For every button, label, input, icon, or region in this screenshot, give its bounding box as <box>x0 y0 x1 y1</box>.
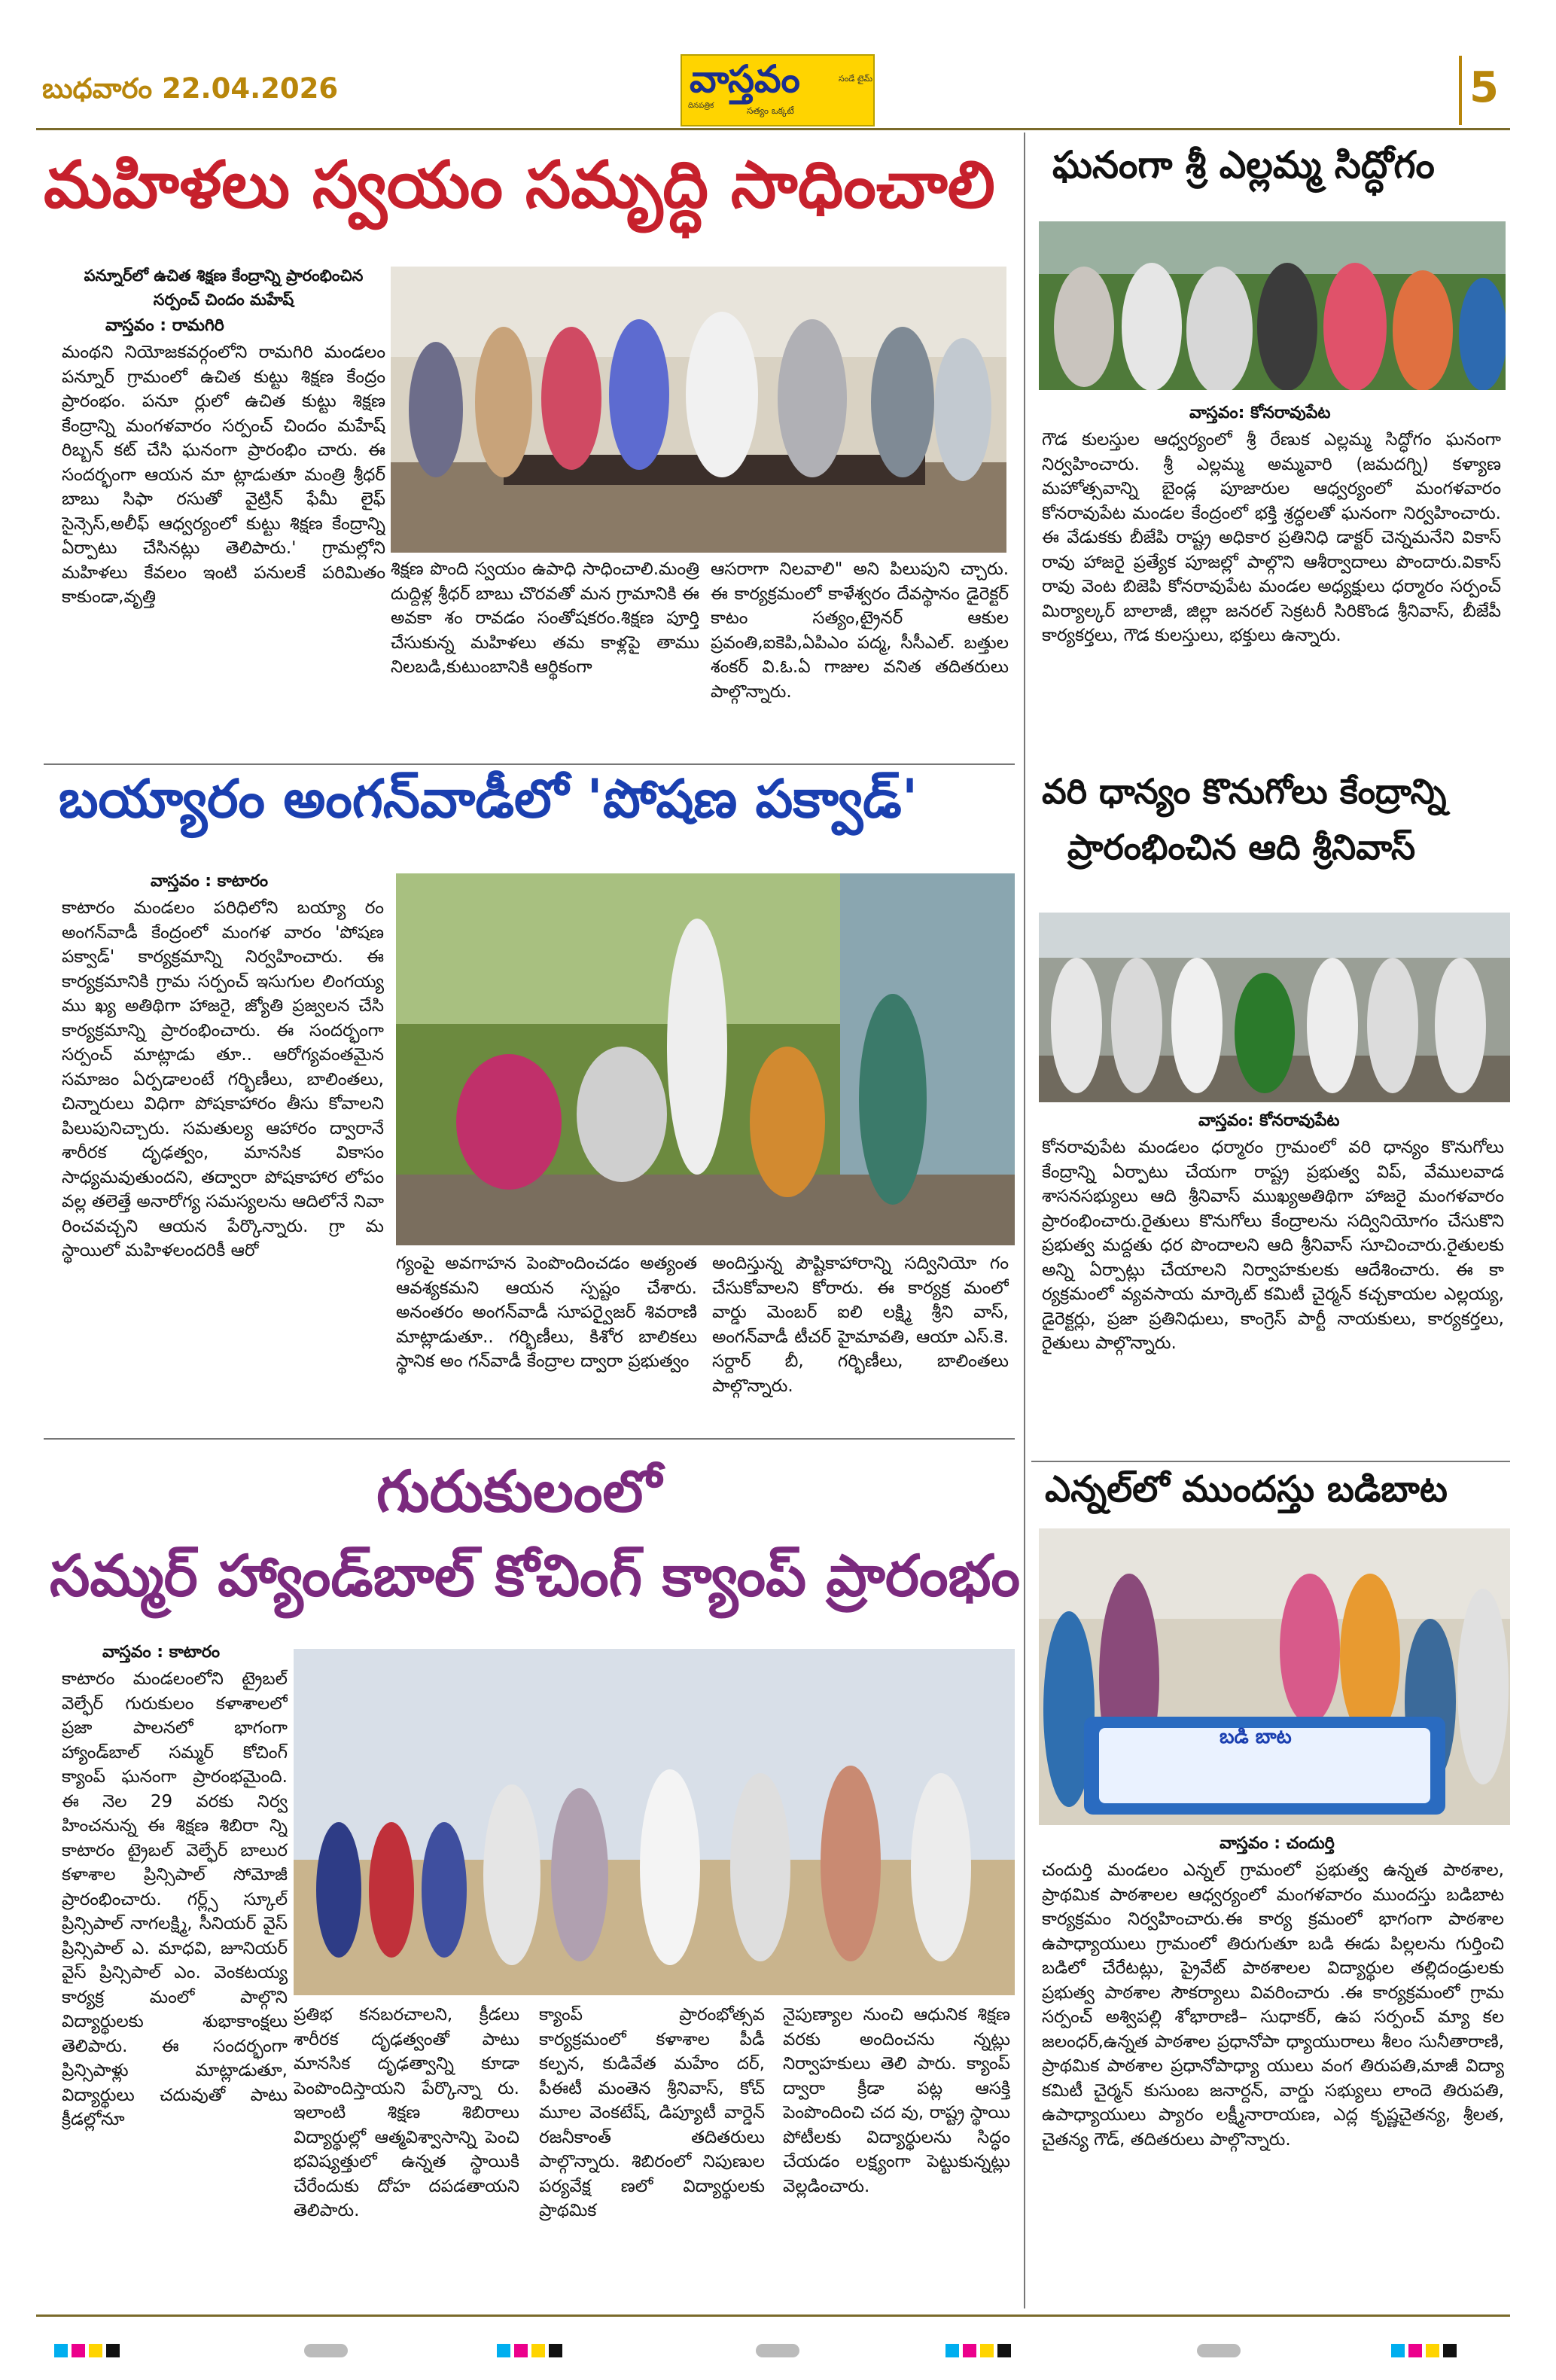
article3-col1: కాటారం మండలం పరిధిలోని బయ్యా రం అంగన్‌వాడీ కేంద్రంలో మంగళ వారం 'పోషణ పక్వాడ్' కార్యక్రమాన్ని నిర్వహించారు. ఈ కార్యక్రమానికి గ్రామ సర్పంచ్ ఇసుగుల లింగయ్య ము ఖ్య అతిథిగా హాజరై, జ్యోతి ప్రజ్వలన చేసి కార్యక్రమాన్ని ప్రారంభించారు. ఈ సందర్భంగా సర్పంచ్ మాట్లాడు తూ.. ఆరోగ్యవంతమైన సమాజం ఏర్పడాలంటే గర్భిణీలు, బాలింతలు, చిన్నారులు విధిగా పోషకాహారం తీసు కోవాలని పిలుపునిచ్చారు. సమతుల్య ఆహారం ద్వారానే శారీరక దృఢత్వం, మానసిక వికాసం సాధ్యమవుతుందని, తద్వారా పోషకాహార లోపం వల్ల తలెత్తే అనారోగ్య సమస్యలను ఆదిలోనే నివా రించవచ్చని ఆయన పేర్కొన్నారు. గ్రా మ స్థాయిలో మహిళలందరికీ ఆరో <box>62 898 384 1260</box>
article1-col3: ఆసరాగా నిలవాలి" అని పిలుపుని చ్చారు. ఈ కార్యక్రమంలో కాళేశ్వరం దేవస్థానం డైరెక్టర్ కాటం సత్యం,ట్రైనర్ ఆకుల ప్రవంతి,ఐకెపి,ఏపిఎం పద్మ, సీసీఎల్. బత్తుల శంకర్ వి.ఓ.ఏ గాజుల వనిత తదితరులు పాల్గొన్నారు. <box>711 559 1009 702</box>
article6-body: చందుర్తి మండలం ఎన్నల్ గ్రామంలో ప్రభుత్వ ఉన్నత పాఠశాల, ప్రాథమిక పాఠశాలల ఆధ్వర్యంలో మంగళవారం ముందస్తు బడిబాట కార్యక్రమం నిర్వహించారు.ఈ కార్య క్రమంలో భాగంగా పాఠశాల ఉపాధ్యాయులు గ్రామంలో తిరుగుతూ బడి ఈడు పిల్లలను గుర్తించి బడిలో చేరేటట్లు, ప్రైవేట్ పాఠశాలల విద్యార్థుల తల్లిదండ్రులకు ప్రభుత్వ పాఠశాల సౌకర్యాలు వివరించారు .ఈ కార్యక్రమంలో గ్రామ సర్పంచ్ అశ్విపల్లి శోభారాణి– సుధాకర్, ఉప సర్పంచ్ మ్యా కల జలంధర్,ఉన్నత పాఠశాల ప్రధానోపా ధ్యాయురాలు శీలం సునీతారాణి, ప్రాథమిక పాఠశాల ప్రధానోపాధ్యా యులు వంగ తిరుపతి,మాజీ విద్యా కమిటీ చైర్మన్ కుసుంబ జనార్దన్, వార్డు సభ్యులు లాందె తిరుపతి, ఉపాధ్యాయులు ప్యారం లక్ష్మీనారాయణ, ఎద్ల కృష్ణచైతన్య, శ్రీలత, చైతన్య గౌడ్, తదితరులు పాల్గొన్నారు. <box>1042 1860 1504 2150</box>
article5-photo <box>294 1649 1015 1995</box>
article6-photo <box>1039 1528 1510 1825</box>
article1-photo <box>391 267 1006 553</box>
article4-body: కోనరావుపేట మండలం ధర్మారం గ్రామంలో వరి ధాన్యం కొనుగోలు కేంద్రాన్ని ఏర్పాటు చేయగా రాష్ట్ర ప్రభుత్వ విప్, వేములవాడ శాసనసభ్యులు ఆది శ్రీనివాస్ ముఖ్యఅతిథిగా హాజరై మంగళవారం ప్రారంభించారు.రైతులు కొనుగోలు కేంద్రాలను సద్వినియోగం చేసుకొని ప్రభుత్వ మద్దతు ధర పొందాలని ఆది శ్రీనివాస్ సూచించారు.రైతులకు అన్ని ఏర్పాట్లు చేయాలని నిర్వాహకులకు ఆదేశించారు. ఈ కా ర్యక్రమంలో వ్యవసాయ మార్కెట్ కమిటీ చైర్మన్ కచ్చకాయల ఎల్లయ్య, డైరెక్టర్లు, ప్రజా ప్రతినిధులు, కాంగ్రెస్ పార్టీ నాయకులు, కార్యకర్తలు, రైతులు పాల్గొన్నారు. <box>1042 1138 1504 1353</box>
article1-col1: మంథని నియోజకవర్గంలోని రామగిరి మండలం పన్నూర్ గ్రామంలో ఉచిత కుట్టు శిక్షణ కేంద్రం ప్రారంభం. పనూ ర్లులో ఉచిత కుట్టు శిక్షణ కేంద్రాన్ని మంగళవారం సర్పంచ్ చిందం మహేష్ రిబ్బన్ కట్ చేసి ఘనంగా ప్రారంభిం చారు. ఈ సందర్భంగా ఆయన మా ట్లాడుతూ మంత్రి శ్రీధర్ బాబు సిఫా రసుతో వైట్రిన్ ఫేమీ లైఫ్ సైన్సెస్,అలీఫ్ ఆధ్వర్యంలో కుట్టు శిక్షణ కేంద్రాన్ని ఏర్పాటు చేసినట్లు తెలిపారు.' గ్రామల్లోని మహిళలు కేవలం ఇంటి పనులకే పరిమితం కాకుండా,వృత్తి <box>62 343 385 607</box>
article4-headline-line2: ప్రారంభించిన ఆది శ్రీనివాస్ <box>1067 827 1416 867</box>
article5-headline-line1: గురుకులంలో <box>376 1458 662 1525</box>
article2-headline: ఘనంగా శ్రీ ఎల్లమ్మ సిద్ధోగం <box>1052 143 1435 187</box>
article3-photo <box>396 873 1015 1245</box>
article1-col2: శిక్షణ పొంది స్వయం ఉపాధి సాధించాలి.మంత్రి దుద్దిళ్ల శ్రీధర్ బాబు చొరవతో మన గ్రామానికి ఈ అవకా శం రావడం సంతోషకరం.శిక్షణ పూర్తి చేసుకున్న మహిళలు తమ కాళ్లపై తాము నిలబడి,కుటుంబానికి ఆర్థికంగా <box>391 559 699 677</box>
masthead-rule <box>36 128 1510 130</box>
logo-left-text: దినపత్రిక <box>688 102 714 110</box>
article5-dateline: వాస్తవం : కాటారం <box>102 1643 221 1662</box>
section-rule-3 <box>1031 1461 1510 1462</box>
badibata-banner-text: బడి బాట <box>1220 1726 1292 1748</box>
registration-pill-1 <box>304 2344 348 2357</box>
article4-dateline: వాస్తవం: కోనరావుపేట <box>1198 1111 1340 1130</box>
article4-photo <box>1039 913 1510 1102</box>
column-divider-lower <box>1024 1465 1025 2308</box>
color-bar-2 <box>497 2344 566 2357</box>
section-rule <box>44 763 1015 765</box>
article5-col3: క్యాంప్ ప్రారంభోత్సవ కార్యక్రమంలో కళాశాల పీడీ కల్పన, కుడివేత మహేం దర్, పీఈటీ మంతెన శ్రీనివాస్, కోచ్ మూల వెంకటేష్, డిప్యూటీ వార్డెన్ రజనీకాంత్ తదితరులు పాల్గొన్నారు. శిబిరంలో నిపుణుల పర్యవేక్ష ణలో విద్యార్థులకు ప్రాథమిక <box>539 2005 765 2220</box>
logo-side-text: సండే టైమ్ <box>839 74 873 84</box>
color-bar-1 <box>54 2344 123 2357</box>
article3-col2: గ్యంపై అవగాహన పెంపొందించడం అత్యంత ఆవశ్యకమని ఆయన స్పష్టం చేశారు. అనంతరం అంగన్‌వాడీ సూపర్వైజర్ శివరాణి మాట్లాడుతూ.. గర్భిణీలు, కిశోర బాలికలు స్థానిక అం గన్‌వాడీ కేంద్రాల ద్వారా ప్రభుత్వం <box>396 1254 697 1371</box>
article3-col3: అందిస్తున్న పౌష్టికాహారాన్ని సద్వినియో గం చేసుకోవాలని కోరారు. ఈ కార్యక్ర మంలో వార్డు మెంబర్ ఐలి లక్ష్మి శ్రీని వాస్, అంగన్‌వాడీ టీచర్ హైమావతి, ఆయా ఎస్.కె. సర్దార్ బీ, గర్భిణీలు, బాలింతలు పాల్గొన్నారు. <box>712 1254 1009 1396</box>
registration-pill-3 <box>1197 2344 1241 2357</box>
article4-headline-line1: వరి ధాన్యం కొనుగోలు కేంద్రాన్ని <box>1042 771 1447 812</box>
article2-photo <box>1039 221 1506 390</box>
article5-col4: నైపుణ్యాల నుంచి ఆధునిక శిక్షణ వరకు అందించను న్నట్లు నిర్వాహకులు తెలి పారు. క్యాంప్ ద్వారా క్రీడా పట్ల ఆసక్తి పెంపొందించి చద వు, రాష్ట్ర స్థాయి పోటీలకు విద్యార్థులను సిద్ధం చేయడం లక్ష్యంగా పెట్టుకున్నట్లు వెల్లడించారు. <box>783 2005 1010 2196</box>
article1-headline: మహిళలు స్వయం సమృద్ధి సాధించాలి <box>44 148 995 223</box>
article1-subhead: పన్నూర్‌లో ఉచిత శిక్షణ కేంద్రాన్ని ప్రారంభించిన సర్పంచ్ చిందం మహేష్ <box>84 267 364 309</box>
article5-col2: ప్రతిభ కనబరచాలని, క్రీడలు శారీరక దృఢత్వంతో పాటు మానసిక దృఢత్వాన్ని కూడా పెంపొందిస్తాయని పేర్కొన్నా రు. ఇలాంటి శిక్షణ శిబిరాలు విద్యార్థుల్లో ఆత్మవిశ్వాసాన్ని పెంచి భవిష్యత్తులో ఉన్నత స్థాయికి చేరేందుకు దోహ దపడతాయని తెలిపారు. <box>294 2005 519 2220</box>
newspaper-logo <box>681 54 875 126</box>
article3-dateline: వాస్తవం : కాటారం <box>151 872 269 891</box>
article2-dateline: వాస్తవం: కోనరావుపేట <box>1189 404 1331 422</box>
issue-date: బుధవారం 22.04.2026 <box>42 72 339 105</box>
article3-headline: బయ్యారం అంగన్‌వాడీలో 'పోషణ పక్వాడ్' <box>59 768 918 830</box>
article2-body: గౌడ కులస్తుల ఆధ్వర్యంలో శ్రీ రేణుక ఎల్లమ్మ సిద్ధోగం ఘనంగా నిర్వహించారు. శ్రీ ఎల్లమ్మ అమ్మవారి (జమదగ్ని) కళ్యాణ మహోత్సవాన్ని బైండ్ల పూజారుల ఆధ్వర్యంలో మంగళవారం కోనరావుపేట మండల కేంద్రంలో భక్తి శ్రద్ధలతో ఘనంగా నిర్వహించారు. ఈ వేడుకకు బీజేపి రాష్ట్ర అధికార ప్రతినిధి డాక్టర్ చెన్నమనేని వికాస్ రావు హాజరై ప్రత్యేక పూజల్లో పాల్గొని ఆశీర్వాదాలు పొందారు.వికాస్ రావు వెంట బిజెపి కోనరావుపేట మండల అధ్యక్షులు ధర్మారం సర్పంచ్ మిర్యాల్కర్ బాలాజీ, జిల్లా జనరల్ సెక్రటరీ సిరికొండ శ్రీనివాస్, బీజేపీ కార్యకర్తలు, గౌడ కులస్తులు, భక్తులు ఉన్నారు. <box>1042 430 1501 645</box>
article6-headline: ఎన్నల్‌లో ముందస్తు బడిబాట <box>1045 1468 1448 1510</box>
color-bar-4 <box>1391 2344 1460 2357</box>
article5-headline-line2: సమ్మర్ హ్యాండ్‌బాల్ కోచింగ్ క్యాంప్ ప్రారంభం <box>50 1542 1021 1609</box>
article1-dateline: వాస్తవం : రామగిరి <box>105 316 224 335</box>
section-rule-2 <box>44 1438 1015 1440</box>
registration-pill-2 <box>756 2344 799 2357</box>
logo-name: వాస్తవం <box>690 57 800 101</box>
page-number-divider <box>1459 56 1462 125</box>
article5-col1: కాటారం మండలంలోని ట్రైబల్ వెల్ఫేర్ గురుకులం కళాశాలలో ప్రజా పాలనలో భాగంగా హ్యాండ్‌బాల్ సమ్మర్ కోచింగ్ క్యాంప్ ఘనంగా ప్రారంభమైంది. ఈ నెల 29 వరకు నిర్వ హించనున్న ఈ శిక్షణ శిబిరా న్ని కాటారం ట్రైబల్ వెల్ఫేర్ బాలుర కళాశాల ప్రిన్సిపాల్ సోమోజీ ప్రారంభించారు. గర్ల్స్ స్కూల్ ప్రిన్సిపాల్ నాగలక్ష్మి, సీనియర్ వైస్ ప్రిన్సిపాల్ ఎ. మాధవి, జూనియర్ వైస్ ప్రిన్సిపాల్ ఎం. వెంకటయ్య కార్యక్ర మంలో పాల్గొని విద్యార్థులకు శుభాకాంక్షలు తెలిపారు. ఈ సందర్భంగా ప్రిన్సిపాళ్లు మాట్లాడుతూ, విద్యార్థులు చదువుతో పాటు క్రీడల్లోనూ <box>62 1669 288 2129</box>
article6-dateline: వాస్తవం : చందుర్తి <box>1220 1834 1335 1853</box>
page-number: 5 <box>1469 63 1499 112</box>
footer-rule <box>36 2314 1510 2317</box>
color-bar-3 <box>945 2344 1015 2357</box>
logo-tagline: సత్యం ఒక్కటే <box>747 105 794 116</box>
column-divider <box>1024 133 1025 1531</box>
